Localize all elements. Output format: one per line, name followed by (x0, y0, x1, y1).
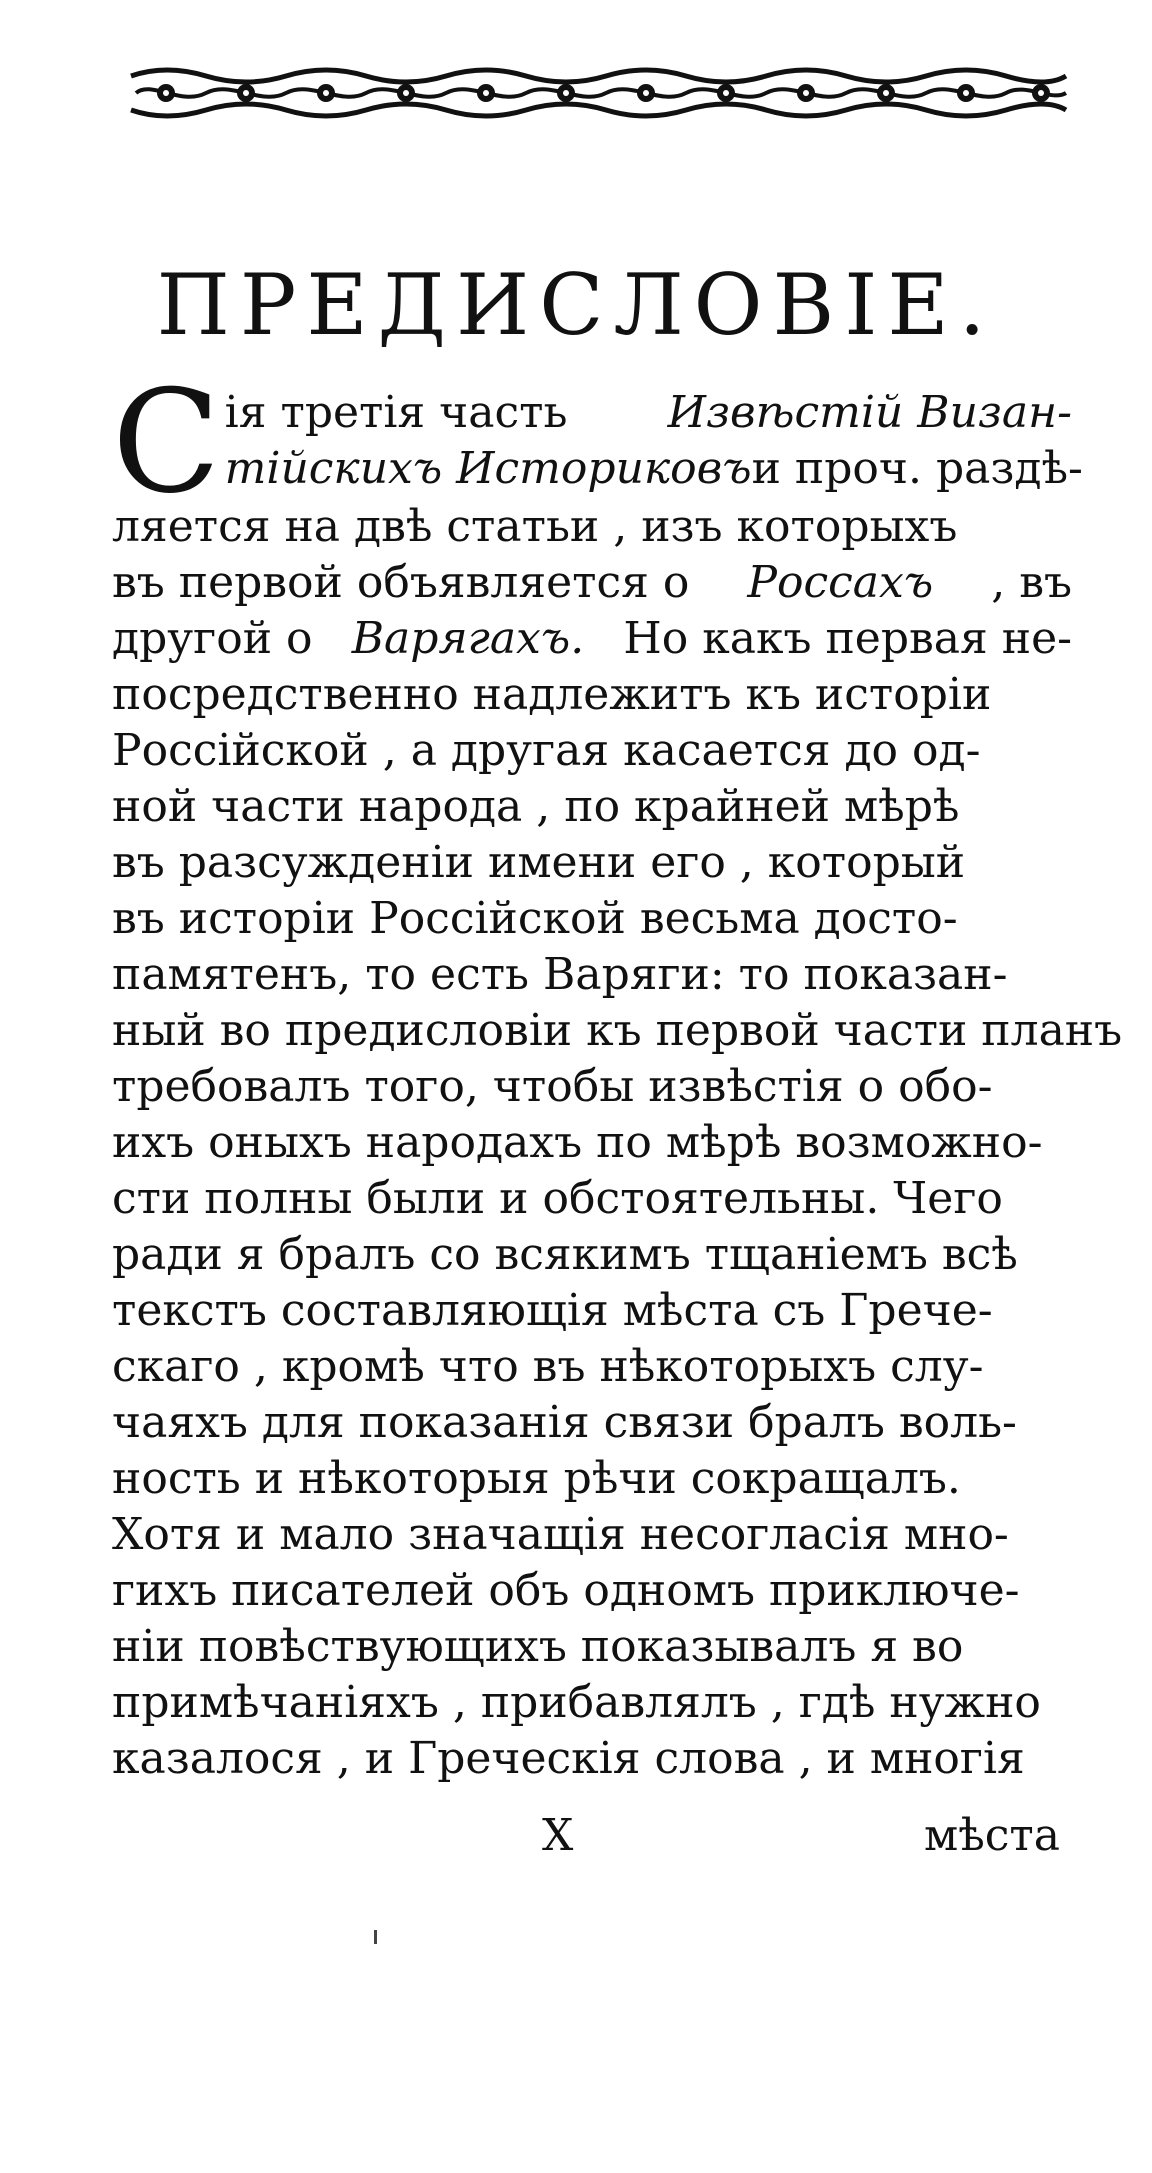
italic-text-segment: тійскихъ Историковъ (224, 443, 752, 494)
text-segment: сти полны были и обстоятельны. Чего (112, 1173, 1003, 1224)
text-line (112, 555, 1072, 611)
text-line (112, 1283, 1072, 1339)
text-line (112, 1171, 1072, 1227)
text-line (112, 1675, 1072, 1731)
text-line (112, 1507, 1072, 1563)
text-line (225, 385, 1072, 441)
text-lines (112, 499, 1123, 1787)
text-line (112, 1059, 1072, 1115)
text-line (112, 1227, 1072, 1283)
text-segment: ной части народа , по крайней мѣрѣ (112, 781, 960, 832)
text-line (112, 779, 1072, 835)
body-text (112, 360, 1123, 1787)
text-segment: другой о (112, 613, 313, 664)
signature-mark: X (542, 1810, 574, 1861)
text-segment: чаяхъ для показанія связи бралъ воль- (112, 1397, 1017, 1448)
text-segment: ія третія часть (224, 387, 568, 438)
text-line (112, 947, 1072, 1003)
opening-paragraph (112, 360, 1083, 525)
text-segment: посредственно надлежитъ къ исторіи (112, 669, 992, 720)
opening-lines (224, 385, 1083, 497)
text-segment: , въ (991, 557, 1072, 608)
text-line (112, 1395, 1072, 1451)
text-segment: памятенъ, то есть Варяги: то показан- (112, 949, 1008, 1000)
text-segment: ради я бралъ со всякимъ тщаніемъ всѣ (112, 1229, 1018, 1280)
text-line (112, 1619, 1072, 1675)
text-segment: казалося , и Греческія слова , и многія (112, 1733, 1025, 1784)
catchword: мѣста (924, 1810, 1060, 1861)
drop-cap: С (112, 360, 221, 525)
text-line (112, 723, 1072, 779)
text-segment: Хотя и мало значащія несогласія мно- (112, 1509, 1009, 1560)
text-line (112, 1731, 1072, 1787)
text-line (112, 1339, 1072, 1395)
text-line (224, 441, 1083, 497)
text-line (112, 499, 1072, 555)
text-line (112, 611, 1072, 667)
text-segment: въ первой объявляется о (112, 557, 690, 608)
text-line (112, 667, 1072, 723)
text-line (112, 1115, 1072, 1171)
text-segment: въ исторіи Россійской весьма досто- (112, 893, 958, 944)
italic-text-segment: Варягахъ. (351, 613, 585, 664)
text-line (112, 1563, 1072, 1619)
text-line (112, 835, 1072, 891)
text-segment: ляется на двѣ статьи , изъ которыхъ (112, 501, 958, 552)
page-footer (112, 1810, 1072, 1870)
page-title: ПРЕДИСЛОВІЕ. (156, 256, 996, 354)
text-segment: въ разсужденіи имени его , который (112, 837, 966, 888)
text-segment: Но какъ первая не- (623, 613, 1072, 664)
text-segment: Россійской , а другая касается до од- (112, 725, 981, 776)
italic-text-segment: Извѣстій Визан- (667, 387, 1072, 438)
text-segment: ихъ оныхъ народахъ по мѣрѣ возможно- (112, 1117, 1043, 1168)
text-segment: ность и нѣкоторыя рѣчи сокращалъ. (112, 1453, 961, 1504)
text-segment: примѣчаніяхъ , прибавлялъ , гдѣ нужно (112, 1677, 1041, 1728)
italic-text-segment: Россахъ (747, 557, 934, 608)
text-segment: скаго , кромѣ что въ нѣкоторыхъ слу- (112, 1341, 984, 1392)
ornamental-headpiece (126, 62, 1071, 124)
text-line (112, 1451, 1072, 1507)
ink-speck (374, 1930, 377, 1944)
text-segment: текстъ составляющія мѣста съ Грече- (112, 1285, 993, 1336)
text-segment: гихъ писателей объ одномъ приключе- (112, 1565, 1020, 1616)
text-segment: ніи повѣствующихъ показывалъ я во (112, 1621, 964, 1672)
text-segment: и проч. раздѣ- (751, 443, 1083, 494)
text-line (112, 1003, 1123, 1059)
text-line (112, 891, 1072, 947)
text-segment: требовалъ того, чтобы извѣстія о обо- (112, 1061, 993, 1112)
text-segment: ный во предисловіи къ первой части планъ (112, 1005, 1123, 1056)
